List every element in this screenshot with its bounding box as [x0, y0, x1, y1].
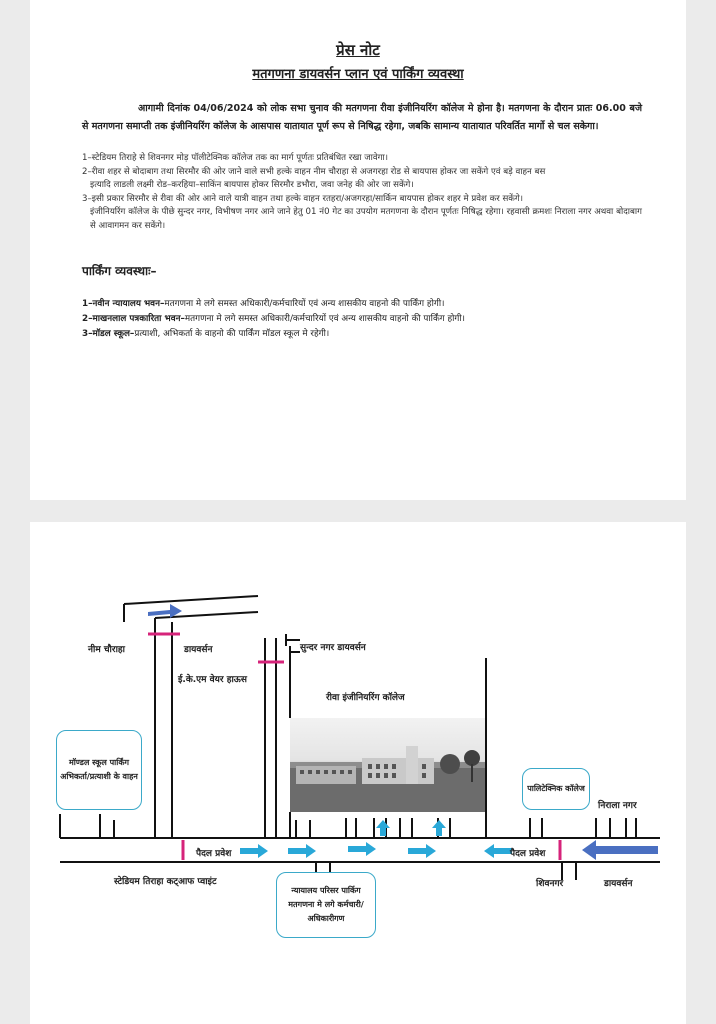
label-nirala-nagar: निराला नगर [598, 801, 637, 811]
parking-item-text: मतगणना मे लगे समस्त अधिकारी/कर्मचारियों एवं अन्य शासकीय वाहनो की पार्किंग होगी। [164, 299, 445, 309]
diversion-arrows [148, 604, 658, 860]
parking-heading: पार्किंग व्यवस्थाः– [82, 264, 157, 278]
model-school-text: मॉण्डल स्कूल पार्किंग अभिकर्ता/प्रत्याशी के वाहन [60, 758, 138, 781]
parking-item-name: 1–नवीन न्यायालय भवन– [82, 299, 165, 309]
label-shivnagar: शिवनगर [536, 879, 564, 889]
label-diversion-left: डायवर्सन [184, 645, 213, 655]
label-paidal-left: पैदल प्रवेश [196, 849, 232, 859]
model-school-box [56, 730, 142, 810]
label-neem-chauraha: नीम चौराहा [88, 645, 126, 655]
barriers [148, 634, 560, 860]
polytechnic-text: पालिटेक्निक कॉलेज [527, 784, 585, 793]
parking-item-text: मतगणना मे लगे समस्त अधिकारी/कर्मचारियों एवं अन्य शासकीय वाहनो की पार्किंग होगी। [184, 314, 465, 324]
press-note-subtitle: मतगणना डायवर्सन प्लान एवं पार्किंग व्यवस्था [252, 67, 464, 82]
traffic-arrow-up [432, 820, 446, 836]
court-parking-box [276, 872, 376, 938]
parking-item-text: प्रत्याशी, अभिकर्ता के वाहनो की पार्किंग मॉडल स्कूल मे रहेगी। [134, 329, 330, 339]
label-college: रीवा इंजीनियरिंग कॉलेज [326, 693, 405, 703]
label-paidal-right: पैदल प्रवेश [510, 849, 546, 859]
traffic-arrow-up [376, 820, 390, 836]
point-2: 2–रीवा शहर से बोदाबाग तथा सिरमौर की ओर जाने वाले सभी हल्के वाहन नीम चौराहा से अजगरहा रोड से बायपास होकर जा सकेंगे एवं बड़े वाहन बस [82, 166, 546, 177]
court-parking-text: न्यायालय परिसर पार्किग मतगणना मे लगे कर्मचारी/अधिकारीगण [288, 886, 364, 923]
point-3-continued: इंजीनियरिंग कॉलेज के पीछे सुन्दर नगर, विभीषण नगर आने जाने हेतु 01 नं0 गेट का उपयोग मतगणना के दौरान पूर्णतः निषिद्ध रहेगा। रहवासी क्रमशः निराला नगर अथवा बोदाबाग से आवागमन कर सकेंगे। [90, 207, 642, 231]
label-stadium: स्टेडियम तिराहा कट्आफ प्वाइंट [114, 877, 217, 887]
traffic-arrow [348, 842, 376, 856]
label-ekm-warehouse: ई.के.एम वेयर हाऊस [178, 675, 247, 685]
point-1: 1–स्टेडियम तिराहे से शिवनगर मोड़ पॉलीटेक्निक कॉलेज तक का मार्ग पूर्णतः प्रतिबंधित रखा जावेगा। [82, 153, 388, 163]
traffic-arrow [288, 844, 316, 858]
traffic-arrow [484, 844, 512, 858]
polytechnic-box [522, 768, 590, 810]
intro-paragraph: आगामी दिनांक 04/06/2024 को लोक सभा चुनाव की मतगणना रीवा इंजीनियरिंग कॉलेज मे होना है। मतगणना के दौरान प्रातः 06.00 बजे से मतगणना समाप्ती तक इंजीनियरिंग कॉलेज के आसपास यातायात पूर्ण रूप से निषिद्ध रहेगा, जबकि सामान्य यातायात परिवर्तित मार्गो से चल सकेगा। [82, 103, 642, 132]
traffic-arrow [408, 844, 436, 858]
roads [60, 596, 660, 880]
label-diversion-right: डायवर्सन [604, 879, 633, 889]
press-note-title: प्रेस नोट [336, 41, 380, 59]
point-3: 3–इसी प्रकार सिरमौर से रीवा की ओर आने वाले यात्री वाहन तथा हल्के वाहन रतहरा/अजगरहा/सार्किन बायपास होकर शहर मे प्रवेश कर सकेंगे। [82, 193, 523, 204]
parking-item-name: 2–माखनलाल पत्रकारिता भवन– [82, 314, 185, 324]
point-2-continued: इत्यादि लाडली लक्ष्मी रोड–करहिया–साकिंन बायपास होकर सिरमौर डभौरा, जवा जनेह की ओर जा सकेंगे। [90, 180, 414, 191]
traffic-arrow [240, 844, 268, 858]
diversion-arrow-right [582, 840, 658, 860]
top-road-line [124, 596, 258, 604]
parking-item-name: 3–मॉडल स्कूल– [82, 329, 135, 339]
label-sundar-nagar: सुन्दर नगर डायवर्सन [300, 643, 366, 653]
